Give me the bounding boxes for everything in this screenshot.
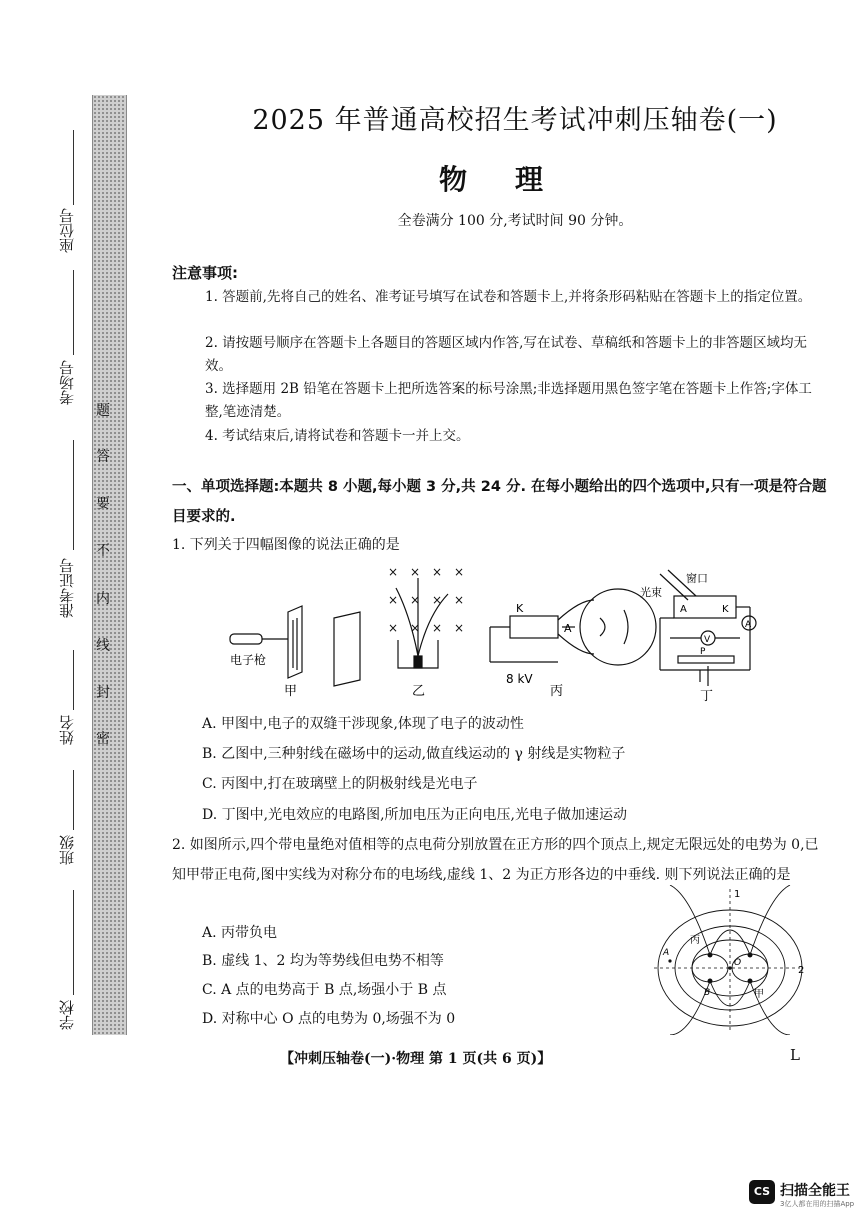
svg-text:×: × bbox=[388, 565, 399, 579]
figure-label-jia: 甲 bbox=[284, 684, 298, 699]
seal-char: 答 bbox=[96, 449, 110, 465]
scanner-name: 扫描全能王 bbox=[780, 1183, 850, 1199]
point-o bbox=[728, 966, 731, 969]
seal-char: 内 bbox=[96, 591, 110, 607]
figure-label-bing: 丙 bbox=[550, 684, 564, 699]
seal-char: 题 bbox=[96, 403, 110, 419]
seal-char: 线 bbox=[96, 638, 110, 654]
notice-item: 3. 选择题用 2B 铅笔在答题卡上把所选答案的标号涂黑;非选择题用黑色签字笔在答题卡上作答;字体工整,笔迹清楚。 bbox=[205, 381, 812, 420]
ticket-number-label: 准考证号 bbox=[58, 558, 76, 618]
q1-option-a: A. 甲图中,电子的双缝干涉现象,体现了电子的波动性 bbox=[202, 716, 524, 732]
seal-char: 封 bbox=[96, 685, 110, 701]
ticket-number-line bbox=[73, 440, 74, 550]
point-a bbox=[668, 959, 671, 962]
exam-title: 2025 年普通高校招生考试冲刺压轴卷(一) bbox=[252, 105, 778, 136]
slider-p-label: P bbox=[700, 647, 706, 657]
notice-item: 1. 答题前,先将自己的姓名、准考证号填写在试卷和答题卡上,并将条形码粘贴在答题卡上的指定位置。 bbox=[205, 289, 812, 305]
q1-option-d: D. 丁图中,光电效应的电路图,所加电压为正向电压,光电子做加速运动 bbox=[202, 807, 627, 823]
svg-text:×: × bbox=[388, 621, 399, 635]
q2-stem: 2. 如图所示,四个带电量绝对值相等的点电荷分别放置在正方形的四个顶点上,规定无限远处的电势为 0,已知甲带正电荷,图中实线为对称分布的电场线,虚线 1、2 为正方形各边的中垂线. 则下列说法正确的是 bbox=[172, 837, 819, 883]
exam-room-label: 考场号 bbox=[58, 360, 76, 405]
score-info: 全卷满分 100 分,考试时间 90 分钟。 bbox=[397, 213, 633, 229]
beam-label: 光束 bbox=[640, 586, 662, 599]
jia-label: 甲 bbox=[754, 989, 764, 1000]
svg-text:×: × bbox=[432, 621, 443, 635]
name-line bbox=[73, 650, 74, 710]
svg-text:×: × bbox=[454, 593, 465, 607]
svg-text:×: × bbox=[454, 621, 465, 635]
q2-option-a: A. 丙带负电 bbox=[202, 925, 278, 941]
charge-bing bbox=[708, 953, 713, 958]
figure-yi bbox=[388, 565, 464, 635]
line-2-label: 2 bbox=[798, 965, 805, 976]
window-label: 窗口 bbox=[686, 572, 708, 585]
svg-text:×: × bbox=[454, 565, 465, 579]
class-label: 班级 bbox=[58, 835, 76, 865]
q2-field-figure bbox=[650, 885, 810, 1035]
charge-bottom-left bbox=[708, 979, 713, 984]
ammeter-label: A bbox=[745, 620, 752, 630]
section-heading: 一、单项选择题:本题共 8 小题,每小题 3 分,共 24 分. 在每小题给出的四个选项中,只有一项是符合题目要求的. bbox=[172, 479, 827, 525]
charge-top-right bbox=[748, 953, 753, 958]
svg-text:×: × bbox=[432, 593, 443, 607]
class-line bbox=[73, 770, 74, 830]
tube-a-label: A bbox=[680, 604, 687, 615]
corner-mark: L bbox=[790, 1046, 800, 1064]
q2-option-d: D. 对称中心 O 点的电势为 0,场强不为 0 bbox=[202, 1011, 456, 1027]
svg-text:×: × bbox=[410, 621, 421, 635]
seal-strip bbox=[92, 95, 127, 1035]
bing-label: 丙 bbox=[690, 935, 700, 946]
anode-a-label: A bbox=[564, 622, 572, 635]
svg-text:×: × bbox=[388, 593, 399, 607]
svg-text:×: × bbox=[410, 565, 421, 579]
voltage-label: 8 kV bbox=[506, 672, 533, 686]
q1-option-b: B. 乙图中,三种射线在磁场中的运动,做直线运动的 γ 射线是实物粒子 bbox=[202, 746, 626, 762]
subject-title: 物理 bbox=[438, 163, 591, 196]
scanner-tagline: 3亿人都在用的扫描App bbox=[780, 1200, 855, 1208]
notice-item: 2. 请按题号顺序在答题卡上各题目的答题区域内作答,写在试卷、草稿纸和答题卡上的非答题区域均无效。 bbox=[205, 335, 807, 374]
figure-jia bbox=[230, 606, 360, 686]
seat-number-label: 座位号 bbox=[58, 208, 76, 253]
tube-k-label: K bbox=[722, 604, 729, 615]
seal-char: 密 bbox=[96, 731, 110, 747]
page-footer: 【冲刺压轴卷(一)·物理 第 1 页(共 6 页)】 bbox=[280, 1051, 552, 1067]
name-label: 姓名 bbox=[58, 715, 76, 745]
q1-stem: 1. 下列关于四幅图像的说法正确的是 bbox=[172, 537, 400, 553]
q1-figures bbox=[200, 560, 760, 705]
point-o-label: O bbox=[734, 958, 742, 968]
scanner-logo-icon: CS bbox=[749, 1180, 775, 1204]
school-label: 学校 bbox=[58, 1000, 76, 1030]
q2-option-b: B. 虚线 1、2 均为等势线但电势不相等 bbox=[202, 953, 444, 969]
seal-char: 要 bbox=[96, 496, 110, 512]
svg-text:×: × bbox=[410, 593, 421, 607]
school-line bbox=[73, 890, 74, 995]
q2-option-c: C. A 点的电势高于 B 点,场强小于 B 点 bbox=[202, 982, 447, 998]
exam-room-line bbox=[73, 270, 74, 355]
voltmeter-label: V bbox=[704, 635, 711, 645]
seat-number-line bbox=[73, 130, 74, 205]
figure-label-yi: 乙 bbox=[412, 684, 426, 699]
point-b-label: B bbox=[704, 988, 711, 998]
q1-option-c: C. 丙图中,打在玻璃壁上的阴极射线是光电子 bbox=[202, 776, 478, 792]
figure-label-ding: 丁 bbox=[700, 689, 714, 704]
notice-heading: 注意事项: bbox=[172, 264, 238, 282]
charge-jia bbox=[748, 979, 753, 984]
electron-gun-label: 电子枪 bbox=[230, 653, 267, 667]
point-a-label: A bbox=[663, 948, 670, 958]
svg-text:×: × bbox=[432, 565, 443, 579]
cathode-k-label: K bbox=[516, 602, 524, 615]
seal-char: 不 bbox=[96, 543, 110, 559]
line-1-label: 1 bbox=[734, 889, 741, 900]
notice-item: 4. 考试结束后,请将试卷和答题卡一并上交。 bbox=[205, 428, 470, 444]
